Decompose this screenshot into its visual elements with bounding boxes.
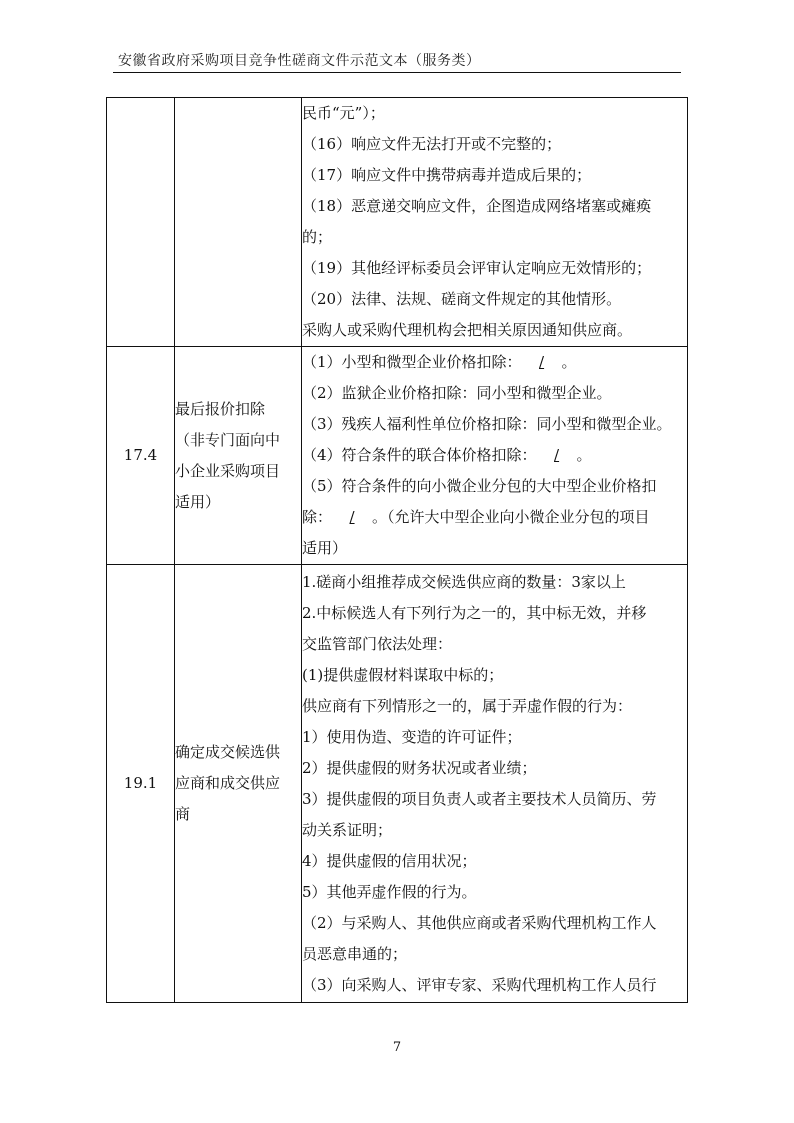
content-line: 2）提供虚假的财务状况或者业绩； <box>302 758 537 777</box>
content-line: （2）监狱企业价格扣除：同小型和微型企业。 <box>302 384 612 402</box>
content-line: 供应商有下列情形之一的，属于弄虚作假的行为： <box>302 696 633 715</box>
content-line: 动关系证明； <box>302 820 393 839</box>
content-line: （16）响应文件无法打开或不完整的； <box>302 135 562 153</box>
content-line: 4）提供虚假的信用状况； <box>302 851 477 870</box>
clause-number-cell <box>107 98 175 347</box>
content-text: 。 <box>561 353 577 371</box>
content-line: 适用） <box>302 539 348 557</box>
content-line: （18）恶意递交响应文件，企图造成网络堵塞或瘫痪 <box>302 197 652 215</box>
content-line: 2.中标候选人有下列行为之一的，其中标无效，并移 <box>302 603 647 622</box>
content-text: （1）小型和微型企业价格扣除： <box>302 353 522 371</box>
clause-title-line: 确定成交候选供 <box>175 743 281 761</box>
clause-content-cell <box>302 347 688 565</box>
content-line: 员恶意串通的； <box>302 944 408 963</box>
content-line: (1)提供虚假材料谋取中标的； <box>302 665 504 684</box>
clause-content-cell <box>302 98 688 347</box>
clause-title-cell <box>175 565 302 1003</box>
content-text: 除： <box>302 508 333 526</box>
table-row <box>107 347 688 565</box>
clause-content-cell <box>302 565 688 1003</box>
clause-title-line: 最后报价扣除 <box>175 399 266 418</box>
content-line: 交监管部门依法处理： <box>302 634 453 653</box>
clause-title-line: （非专门面向中 <box>175 430 281 449</box>
fill-blank: / <box>554 446 560 464</box>
content-text: （4）符合条件的联合体价格扣除： <box>302 446 537 464</box>
content-text: 。（允许大中型企业向小微企业分包的项目 <box>372 508 650 526</box>
content-line: 5）其他弄虚作假的行为。 <box>302 882 477 901</box>
content-line <box>302 502 687 533</box>
fill-blank: / <box>349 508 355 526</box>
content-line: 采购人或采购代理机构会把相关原因通知供应商。 <box>302 321 633 339</box>
fill-blank: / <box>539 353 545 371</box>
clause-number-cell: 17.4 <box>107 347 175 565</box>
clause-title-cell <box>175 98 302 347</box>
table-row <box>107 98 688 347</box>
content-line: （20）法律、法规、磋商文件规定的其他情形。 <box>302 290 622 308</box>
content-line: （19）其他经评标委员会评审认定响应无效情形的； <box>302 259 652 277</box>
content-line: 民币“元”）； <box>302 104 385 122</box>
clause-number-cell: 19.1 <box>107 565 175 1003</box>
content-line: （3）残疾人福利性单位价格扣除：同小型和微型企业。 <box>302 415 672 433</box>
clause-title-cell <box>175 347 302 565</box>
clause-title-line: 应商和成交供应 <box>175 774 281 792</box>
content-line <box>302 440 687 471</box>
terms-table <box>106 97 688 1003</box>
content-line: 3）提供虚假的项目负责人或者主要技术人员简历、劳 <box>302 789 657 808</box>
content-text: 。 <box>576 446 592 464</box>
clause-title-line: 商 <box>175 805 191 823</box>
content-line <box>302 347 687 378</box>
page-number: 7 <box>392 1040 402 1055</box>
content-line: （17）响应文件中携带病毒并造成后果的； <box>302 166 592 184</box>
clause-title-line: 小企业采购项目 <box>175 461 281 480</box>
clause-title-line: 适用） <box>175 492 221 511</box>
content-line: （3）向采购人、评审专家、采购代理机构工作人员行 <box>302 975 657 994</box>
content-line: （5）符合条件的向小微企业分包的大中型企业价格扣 <box>302 477 657 495</box>
content-line: 1）使用伪造、变造的许可证件； <box>302 727 522 746</box>
content-line: 的； <box>302 228 333 246</box>
header-divider <box>113 72 681 73</box>
table-row <box>107 565 688 1003</box>
content-line: 1.磋商小组推荐成交候选供应商的数量：3家以上 <box>302 572 626 591</box>
document-header-title: 安徽省政府采购项目竞争性磋商文件示范文本（服务类） <box>118 53 481 69</box>
content-line: （2）与采购人、其他供应商或者采购代理机构工作人 <box>302 913 657 932</box>
